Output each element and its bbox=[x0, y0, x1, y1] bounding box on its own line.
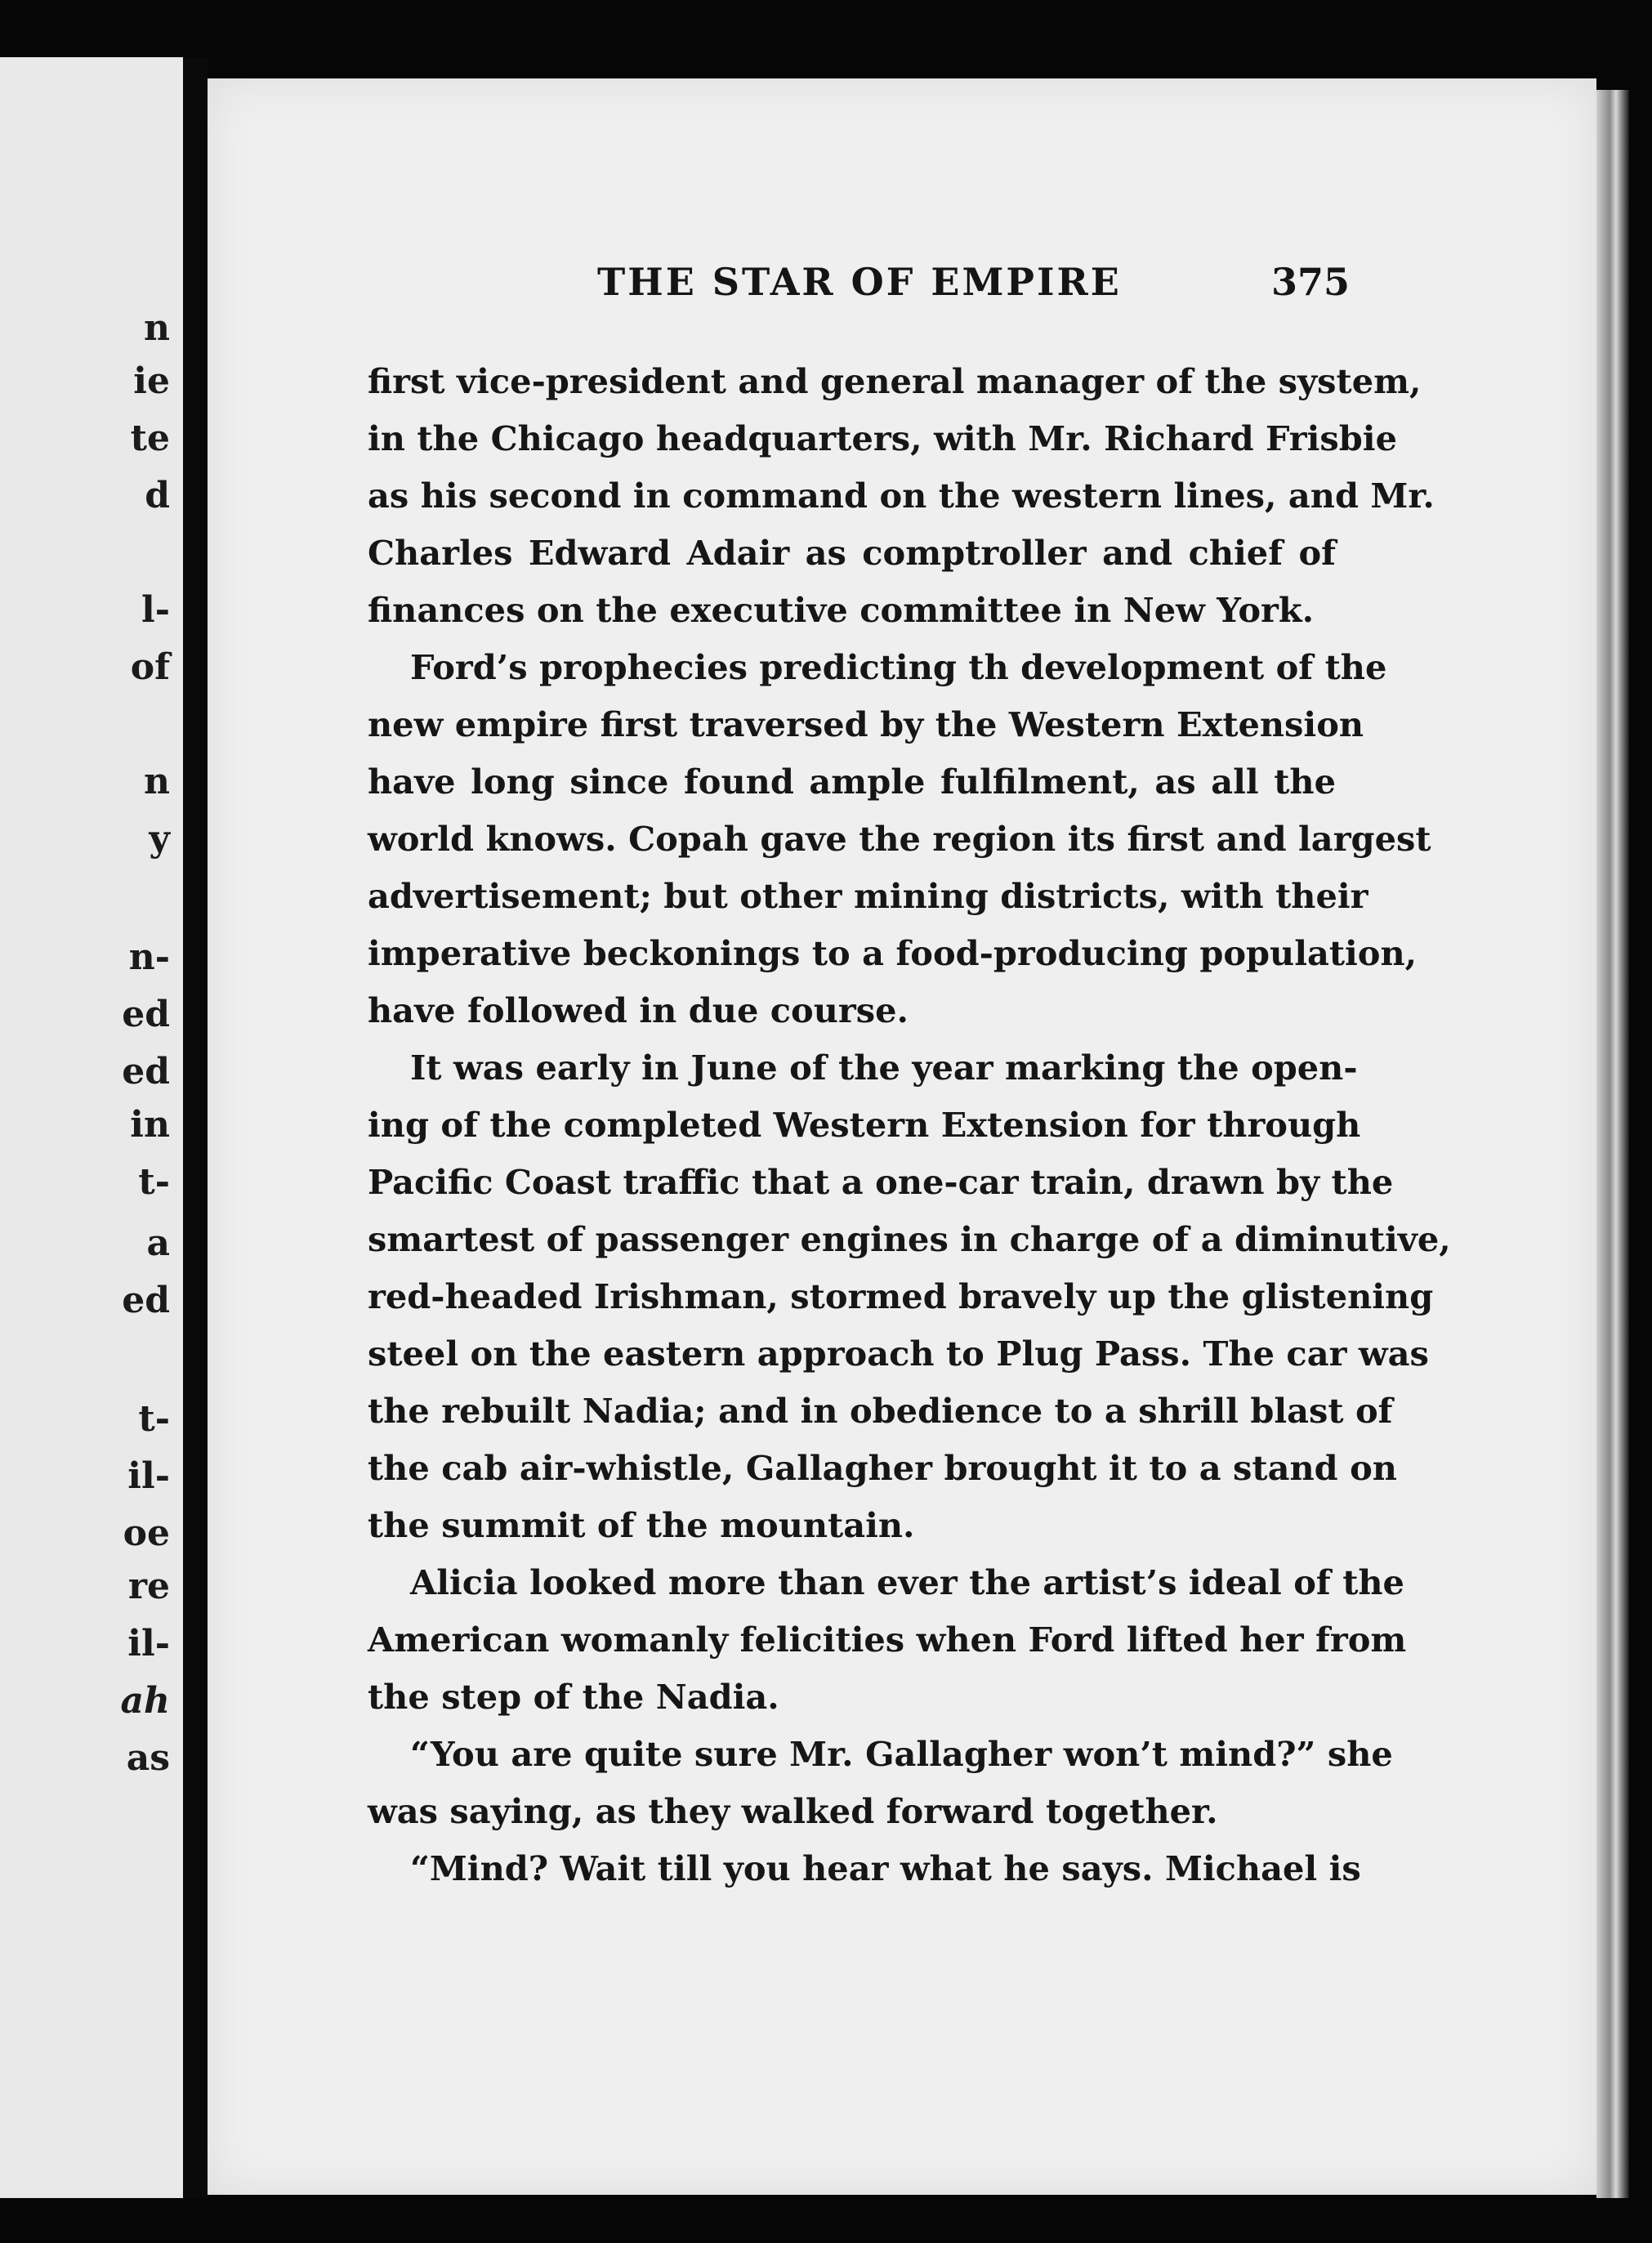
text-line: first vice-president and general manager of the system, bbox=[368, 361, 1422, 401]
left-page-fragment: n bbox=[144, 307, 170, 349]
text-line: red-headed Irishman, stormed bravely up the glistening bbox=[368, 1276, 1434, 1316]
paragraph bbox=[368, 1726, 1393, 1840]
text-line: Ford’s prophecies predicting th development of the bbox=[410, 647, 1387, 687]
text-line: Pacific Coast traffic that a one-car train, drawn by the bbox=[368, 1162, 1394, 1202]
text-line: It was early in June of the year marking the open- bbox=[410, 1048, 1358, 1088]
paragraph bbox=[368, 1554, 1407, 1726]
text-line: finances on the executive committee in New York. bbox=[368, 590, 1315, 630]
text-line: the rebuilt Nadia; and in obedience to a shrill blast of bbox=[368, 1391, 1393, 1431]
left-page-fragment: ed bbox=[122, 1280, 170, 1321]
left-page-fragment: ie bbox=[133, 360, 170, 402]
paragraph bbox=[368, 1039, 1451, 1554]
left-page-fragment: il- bbox=[127, 1623, 170, 1664]
paragraph bbox=[368, 639, 1431, 1039]
text-line: the summit of the mountain. bbox=[368, 1505, 915, 1545]
left-page-fragment: d bbox=[145, 475, 170, 516]
left-page-fragment: of bbox=[130, 646, 170, 688]
text-line: Alicia looked more than ever the artist’s ideal of the bbox=[410, 1562, 1404, 1602]
paragraph bbox=[368, 353, 1435, 639]
text-line: the cab air-whistle, Gallagher brought it to a stand on bbox=[368, 1448, 1397, 1488]
text-line: imperative beckonings to a food-producing population, bbox=[368, 933, 1418, 973]
text-line: “You are quite sure Mr. Gallagher won’t mind?” she bbox=[410, 1734, 1393, 1774]
text-line: in the Chicago headquarters, with Mr. Richard Frisbie bbox=[368, 418, 1397, 458]
left-page-fragment: re bbox=[127, 1566, 170, 1607]
left-page-fragment: ed bbox=[122, 1051, 170, 1092]
page-number: 375 bbox=[1271, 260, 1351, 304]
text-line: have followed in due course. bbox=[368, 990, 909, 1030]
left-page-fragment: n- bbox=[128, 936, 170, 978]
left-page-fragment: t- bbox=[138, 1161, 170, 1203]
left-page-fragment: y bbox=[149, 818, 170, 860]
running-head: THE STAR OF EMPIRE bbox=[597, 260, 1122, 304]
text-line: have long since found ample fulfilment, as all the bbox=[368, 762, 1336, 802]
left-page-fragment: ed bbox=[122, 994, 170, 1035]
text-line: ing of the completed Western Extension for through bbox=[368, 1105, 1361, 1145]
left-page-fragment: ah bbox=[120, 1680, 170, 1722]
left-facing-page bbox=[0, 57, 183, 2198]
text-line: as his second in command on the western lines, and Mr. bbox=[368, 476, 1435, 516]
text-line: world knows. Copah gave the region its first and largest bbox=[368, 819, 1431, 859]
text-line: new empire first traversed by the Western Extension bbox=[368, 704, 1364, 744]
text-line: smartest of passenger engines in charge of a diminutive, bbox=[368, 1219, 1451, 1259]
left-page-fragment: in bbox=[130, 1104, 170, 1146]
left-page-fragment: te bbox=[130, 418, 170, 459]
left-page-fragment: il- bbox=[127, 1455, 170, 1497]
text-line: advertisement; but other mining districts, with their bbox=[368, 876, 1368, 916]
body-text bbox=[368, 353, 1451, 1897]
left-page-fragment: oe bbox=[123, 1512, 170, 1554]
paragraph bbox=[368, 1840, 1361, 1897]
left-page-fragment: as bbox=[126, 1737, 170, 1779]
page-edge bbox=[1596, 90, 1629, 2198]
left-page-fragment: a bbox=[146, 1222, 170, 1264]
left-page-fragment: l- bbox=[141, 589, 170, 631]
page-gutter bbox=[183, 57, 208, 2198]
left-page-fragment: t- bbox=[138, 1398, 170, 1440]
text-line: American womanly felicities when Ford lifted her from bbox=[368, 1620, 1407, 1660]
text-line: the step of the Nadia. bbox=[368, 1677, 779, 1717]
text-line: steel on the eastern approach to Plug Pass. The car was bbox=[368, 1334, 1429, 1374]
text-line: Charles Edward Adair as comptroller and chief of bbox=[368, 533, 1336, 573]
text-line: was saying, as they walked forward together. bbox=[368, 1791, 1218, 1831]
left-page-fragment: n bbox=[144, 761, 170, 802]
text-line: “Mind? Wait till you hear what he says. Michael is bbox=[410, 1848, 1361, 1888]
